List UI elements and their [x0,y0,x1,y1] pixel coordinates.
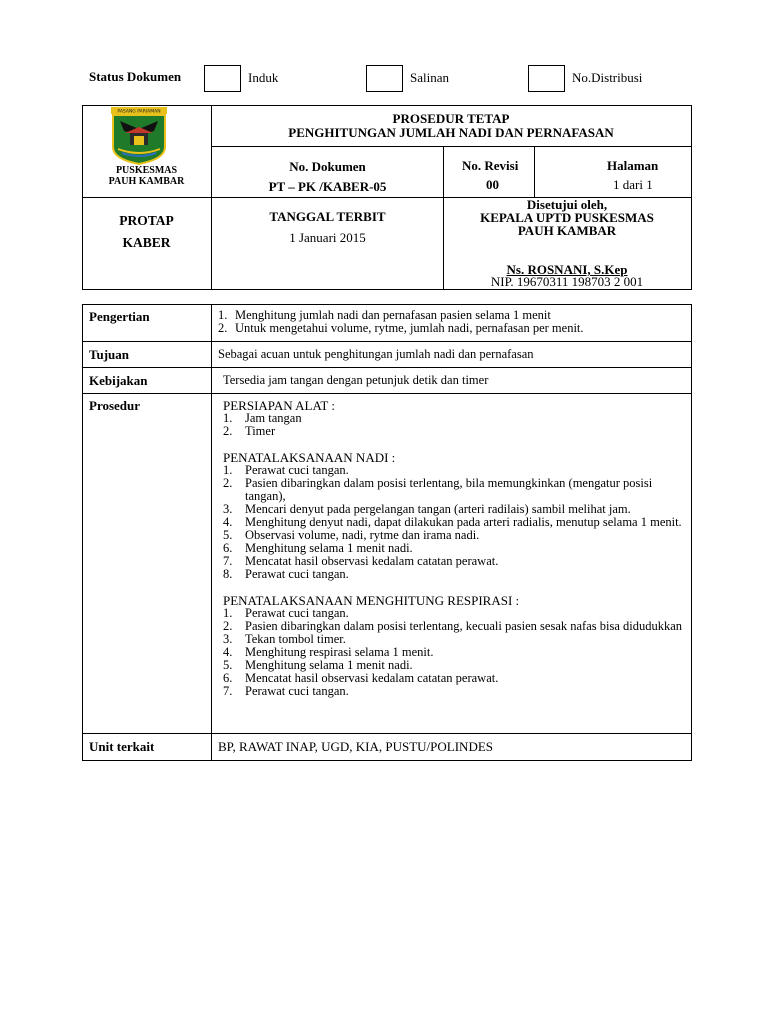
revision-label: No. Revisi [462,158,519,173]
nadi-list [223,464,685,581]
option-distribusi-label: No.Distribusi [572,70,643,85]
revision-value: 00 [486,177,499,192]
list-item: 6. Menghitung selama 1 menit nadi. [223,541,413,555]
pengertian-label: Pengertian [89,309,150,324]
protap-label: PROTAP KABER [119,213,174,250]
list-item: 3. Mencari denyut pada pergelangan tangan (arteri radilais) sambil melihat jam. [223,502,631,516]
prosedur-content [223,399,685,698]
list-item: 7. Mencatat hasil observasi kedalam catatan perawat. [223,554,499,568]
document-title: PROSEDUR TETAP PENGHITUNGAN JUMLAH NADI DAN PERNAFASAN [288,111,614,140]
list-item: 4. Menghitung respirasi selama 1 menit. [223,645,434,659]
page-value: 1 dari 1 [613,177,653,192]
doc-number-value: PT – PK /KABER-05 [268,179,387,194]
list-item: 1. Perawat cuci tangan. [223,463,349,477]
list-item: 2. Untuk mengetahui volume, rytme, jumlah nadi, pernafasan per menit. [218,321,584,335]
list-item: 2. Timer [223,424,276,438]
list-item: 5. Observasi volume, nadi, rytme dan irama nadi. [223,528,480,542]
list-item: 2. Pasien dibaringkan dalam posisi terlentang, kecuali pasien sesak nafas bisa didudukkan [223,619,683,633]
list-item: 3. Tekan tombol timer. [223,632,346,646]
list-item: 6. Mencatat hasil observasi kedalam catatan perawat. [223,671,499,685]
checkbox-induk[interactable] [204,65,241,92]
option-induk-label: Induk [248,70,279,85]
checkbox-salinan[interactable] [366,65,403,92]
org-name: PUSKESMAS PAUH KAMBAR [108,165,185,187]
list-item: 5. Menghitung selama 1 menit nadi. [223,658,413,672]
persiapan-list [223,412,685,438]
approver-name: Ns. ROSNANI, S.Kep [506,262,628,277]
kebijakan-label: Kebijakan [89,373,148,388]
list-item: 7. Perawat cuci tangan. [223,684,349,698]
unit-label: Unit terkait [89,739,155,754]
tujuan-label: Tujuan [89,347,129,362]
section-title-persiapan: PERSIAPAN ALAT : [223,398,335,413]
section-title-respirasi: PENATALAKSANAAN MENGHITUNG RESPIRASI : [223,593,520,608]
list-item: 1. Jam tangan [223,411,302,425]
list-item: 8. Perawat cuci tangan. [223,567,349,581]
respirasi-list [223,607,685,698]
approval-block: Disetujui oleh, KEPALA UPTD PUSKESMAS PAUH KAMBAR [480,197,654,238]
issue-date-label: TANGGAL TERBIT [269,209,386,224]
unit-text: BP, RAWAT INAP, UGD, KIA, PUSTU/POLINDES [218,739,493,754]
kebijakan-text: Tersedia jam tangan dengan petunjuk detik dan timer [223,373,489,387]
list-item: 4. Menghitung denyut nadi, dapat dilakukan pada arteri radialis, menutup selama 1 menit. [223,515,682,529]
list-item: 2. Pasien dibaringkan dalam posisi terlentang, bila memungkinkan (mengatur posisi tangan), [223,476,653,503]
list-item: 1. Perawat cuci tangan. [223,606,349,620]
approver-nip: NIP. 19670311 198703 2 001 [490,274,644,289]
doc-number-label: No. Dokumen [289,159,366,174]
puskesmas-logo [110,107,168,165]
issue-date-value: 1 Januari 2015 [289,230,366,245]
list-item: 1. Menghitung jumlah nadi dan pernafasan pasien selama 1 menit [218,308,551,322]
pengertian-list [218,309,686,335]
page-label: Halaman [607,158,659,173]
section-title-nadi: PENATALAKSANAAN NADI : [223,450,396,465]
prosedur-label: Prosedur [89,398,141,413]
checkbox-distribusi[interactable] [528,65,565,92]
status-label: Status Dokumen [89,69,182,84]
logo-banner-text: PASANG PARIAMAN [117,109,161,115]
option-salinan-label: Salinan [410,70,449,85]
tujuan-text: Sebagai acuan untuk penghitungan jumlah nadi dan pernafasan [218,347,534,361]
